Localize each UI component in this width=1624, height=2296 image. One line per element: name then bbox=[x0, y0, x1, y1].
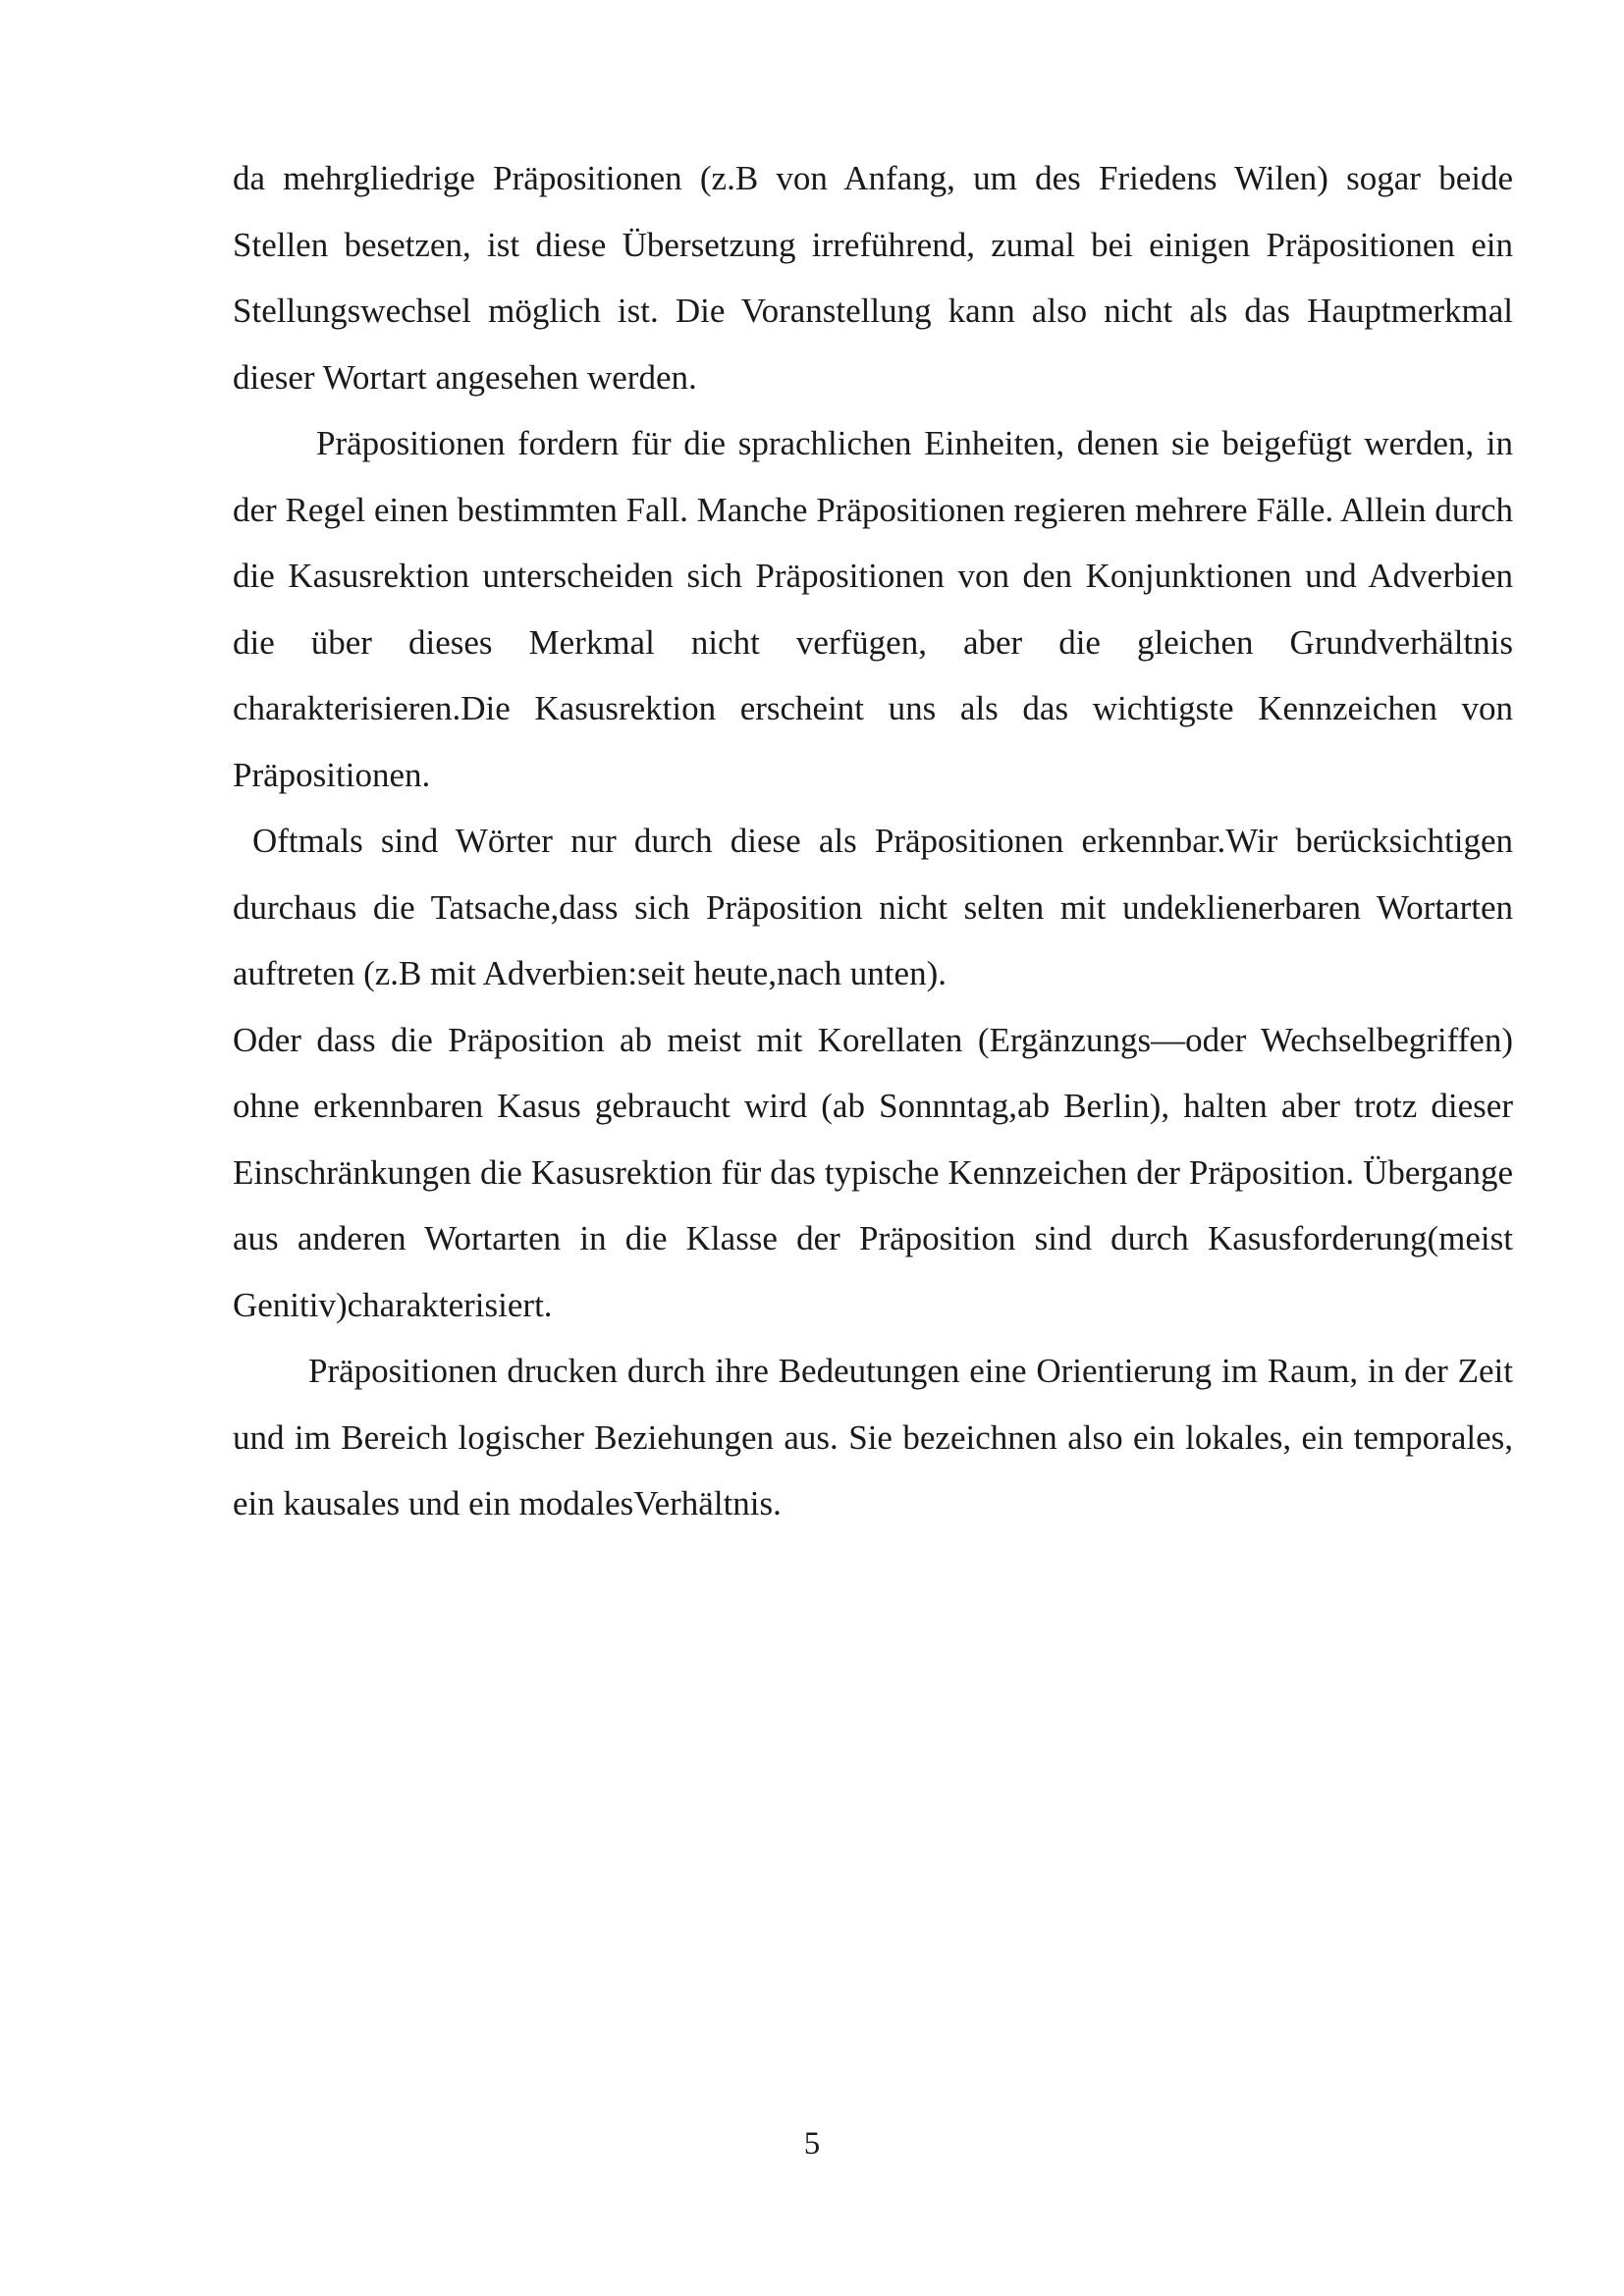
page-number: 5 bbox=[803, 2126, 821, 2162]
paragraph-2: Präpositionen fordern für die sprachlichen Einheiten, denen sie beigefügt werden, in der Regel einen bestimmten Fall. Manche Präpositionen regieren mehrere Fälle. Allein durch die Kasusrektion unterscheiden sich Präpositionen von den Konjunktionen und Adverbien die über dieses Merkmal nicht verfügen, aber die gleichen Grundverhältnis charakterisieren.Die Kasusrektion erscheint uns als das wichtigste Kennzeichen von Präpositionen. bbox=[233, 424, 1513, 794]
paragraph-5: Präpositionen drucken durch ihre Bedeutungen eine Orientierung im Raum, in der Zeit und im Bereich logischer Beziehungen aus. Sie bezeichnen also ein lokales, ein temporales, ein kausales und ein modalesVerhältnis. bbox=[233, 1352, 1513, 1522]
paragraph-3: Oftmals sind Wörter nur durch diese als Präpositionen erkennbar.Wir berücksichtigen durchaus die Tatsache,dass sich Präposition nicht selten mit undeklienerbaren Wortarten auftreten (z.B mit Adverbien:seit heute,nach unten). bbox=[233, 822, 1513, 992]
body-text bbox=[233, 145, 1513, 1537]
paragraph-4: Oder dass die Präposition ab meist mit Korellaten (Ergänzungs—oder Wechselbegriffen) ohne erkennbaren Kasus gebraucht wird (ab Sonnntag,ab Berlin), halten aber trotz dieser Einschränkungen die Kasusrektion für das typische Kennzeichen der Präposition. Übergange aus anderen Wortarten in die Klasse der Präposition sind durch Kasusforderung(meist Genitiv)charakterisiert. bbox=[233, 1020, 1513, 1324]
paragraph-1: da mehrgliedrige Präpositionen (z.B von Anfang, um des Friedens Wilen) sogar beide Stellen besetzen, ist diese Übersetzung irreführend, zumal bei einigen Präpositionen ein Stellungswechsel möglich ist. Die Voranstellung kann also nicht als das Hauptmerkmal dieser Wortart angesehen werden. bbox=[233, 159, 1513, 397]
